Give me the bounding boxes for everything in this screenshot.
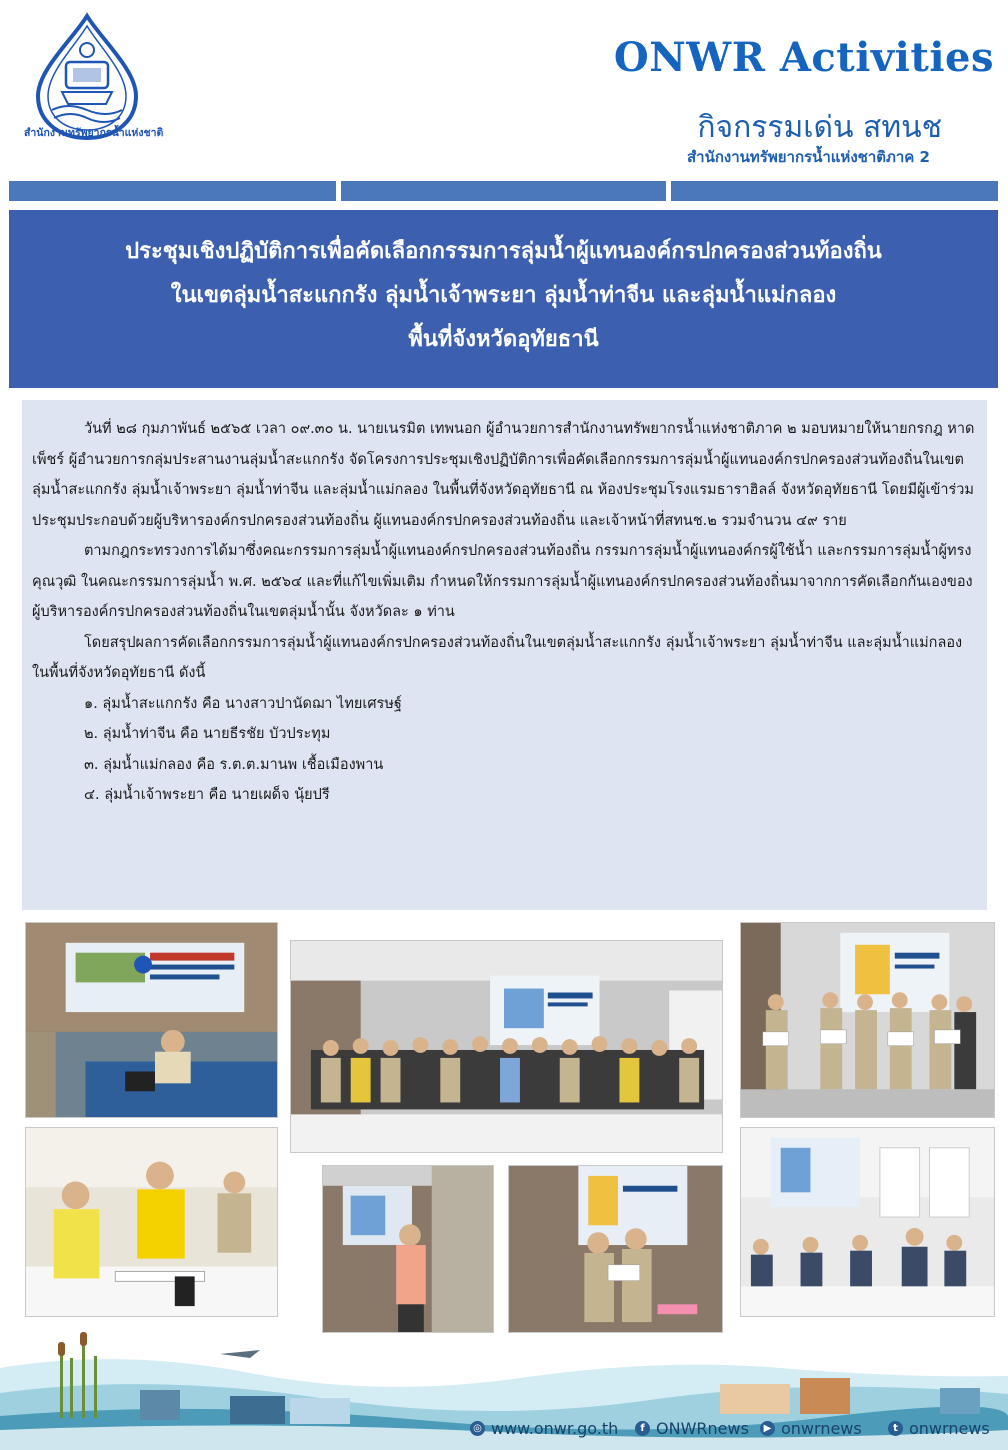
result-item-4: ๔. ลุ่มน้ำเจ้าพระยา คือ นายเผด็จ นุ้ยปรี bbox=[84, 787, 330, 803]
paragraph-1: วันที่ ๒๘ กุมภาพันธ์ ๒๕๖๕ เวลา ๐๙.๓๐ น. นายเนรมิต เทพนอก ผู้อำนวยการสำนักงานทรัพยากรน้ำแห่งชาติภาค ๒ มอบหมายให้นายกรกฎ หาดเพ็ชร์ ผู้อำนวยการกลุ่มประสานงานลุ่มน้ำสะแกกรัง จัดโครงการประชุมเชิงปฏิบัติการเพื่อคัดเลือกกรรมการลุ่มน้ำผู้แทนองค์กรปกครองส่วนท้องถิ่นในเขตลุ่มน้ำสะแกกรัง ลุ่มน้ำเจ้าพระยา ลุ่มน้ำท่าจีน และลุ่มน้ำแม่กลอง ในพื้นที่จังหวัดอุทัยธานี ณ ห้องประชุมโรงแรมธาราฮิลล์ จังหวัดอุทัยธานี โดยมีผู้เข้าร่วมประชุมประกอบด้วยผู้บริหารองค์กรปกครองส่วนท้องถิ่น ผู้แทนองค์กรปกครองส่วนท้องถิ่น และเจ้าหน้าที่สทนช.๒ รวมจำนวน ๔๙ ราย bbox=[32, 421, 975, 529]
article-body bbox=[22, 400, 987, 910]
photo-group bbox=[290, 940, 723, 1153]
header-bar-right bbox=[671, 181, 998, 201]
paragraph-2: ตามกฎกระทรวงการได้มาซึ่งคณะกรรมการลุ่มน้ำผู้แทนองค์กรปกครองส่วนท้องถิ่น กรรมการลุ่มน้ำผู้แทนองค์กรผู้ใช้น้ำ และกรรมการลุ่มน้ำผู้ทรงคุณวุฒิ ในคณะกรรมการลุ่มน้ำ พ.ศ. ๒๕๖๔ และที่แก้ไขเพิ่มเติม กำหนดให้กรรมการลุ่มน้ำผู้แทนองค์กรปกครองส่วนท้องถิ่นมาจากการคัดเลือกกันเองของผู้บริหารองค์กรปกครองส่วนท้องถิ่นในเขตลุ่มน้ำนั้น จังหวัดละ ๑ ท่าน bbox=[32, 543, 973, 620]
website-text: www.onwr.go.th bbox=[491, 1419, 619, 1438]
twitter-icon: t bbox=[888, 1421, 903, 1436]
twitter-text: onwrnews bbox=[909, 1419, 990, 1438]
photo-selected-representatives bbox=[740, 922, 995, 1118]
headline-line-2: ในเขตลุ่มน้ำสะแกกรัง ลุ่มน้ำเจ้าพระยา ลุ่มน้ำท่าจีน และลุ่มน้ำแม่กลอง bbox=[170, 283, 837, 308]
facebook-link[interactable] bbox=[635, 1419, 749, 1438]
office-name: สำนักงานทรัพยากรน้ำแห่งชาติภาค 2 bbox=[686, 148, 930, 166]
globe-icon: ◎ bbox=[470, 1421, 485, 1436]
website-link[interactable] bbox=[470, 1419, 618, 1438]
headline-line-3: พื้นที่จังหวัดอุทัยธานี bbox=[408, 327, 599, 352]
onwr-logo bbox=[28, 12, 146, 142]
facebook-icon: f bbox=[635, 1421, 650, 1436]
photo-presenter bbox=[322, 1165, 494, 1333]
result-item-1: ๑. ลุ่มน้ำสะแกกรัง คือ นางสาวปานัดฌา ไทยเศรษฐ์ bbox=[84, 695, 402, 712]
header-bar-middle bbox=[341, 181, 666, 201]
paragraph-3: โดยสรุปผลการคัดเลือกกรรมการลุ่มน้ำผู้แทนองค์กรปกครองส่วนท้องถิ่นในเขตลุ่มน้ำสะแกกรัง ลุ่มน้ำเจ้าพระยา ลุ่มน้ำท่าจีน และลุ่มน้ำแม่กลอง ในพื้นที่จังหวัดอุทัยธานี ดังนี้ bbox=[32, 634, 963, 681]
photo-speaker-at-table bbox=[25, 922, 278, 1118]
logo-caption: สำนักงานทรัพยากรน้ำแห่งชาติ bbox=[24, 127, 164, 139]
twitter-link[interactable] bbox=[888, 1419, 990, 1438]
photo-certificate-handover bbox=[508, 1165, 723, 1333]
youtube-text: onwrnews bbox=[781, 1419, 862, 1438]
result-item-3: ๓. ลุ่มน้ำแม่กลอง คือ ร.ต.ต.มานพ เชื้อเมืองพาน bbox=[84, 756, 384, 773]
photo-meeting-room bbox=[740, 1127, 995, 1317]
headline-line-1: ประชุมเชิงปฏิบัติการเพื่อคัดเลือกกรรมการลุ่มน้ำผู้แทนองค์กรปกครองส่วนท้องถิ่น bbox=[125, 239, 882, 264]
headline-banner bbox=[9, 210, 998, 388]
photo-officials-discussion bbox=[25, 1127, 278, 1317]
facebook-text: ONWRnews bbox=[656, 1419, 749, 1438]
page-subtitle: กิจกรรมเด่น สทนช bbox=[697, 110, 942, 145]
youtube-icon: ▶ bbox=[760, 1421, 775, 1436]
page-title: ONWR Activities bbox=[613, 34, 994, 81]
header-bar-left bbox=[9, 181, 336, 201]
result-item-2: ๒. ลุ่มน้ำท่าจีน คือ นายธีรชัย บัวประทุม bbox=[84, 726, 331, 742]
youtube-link[interactable] bbox=[760, 1419, 862, 1438]
